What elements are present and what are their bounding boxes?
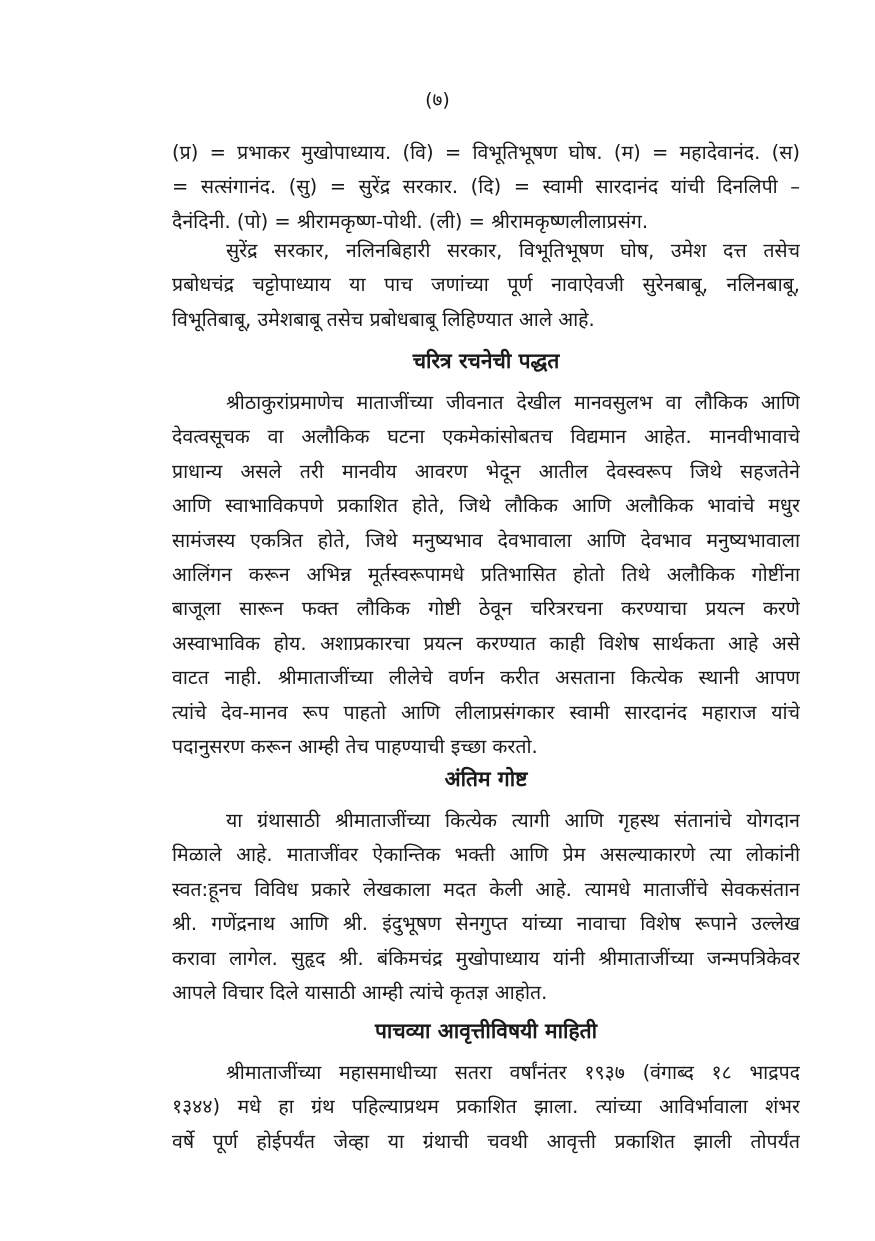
section-paragraph: [172, 804, 800, 1010]
text-line: वाटत नाही. श्रीमाताजींच्या लीलेचे वर्णन करीत असताना कित्येक स्थानी आपण: [172, 666, 800, 690]
text-line: दैनंदिनी. (पो) = श्रीरामकृष्ण-पोथी. (ली) = श्रीरामकृष्णलीलाप्रसंग.: [172, 209, 649, 233]
section-heading: पाचव्या आवृत्तीविषयी माहिती: [374, 1019, 598, 1043]
text-line: प्रबोधचंद्र चट्टोपाध्याय या पाच जणांच्या पूर्ण नावाऐवजी सुरेनबाबू, नलिनबाबू,: [172, 273, 800, 297]
text-line: आलिंगन करून अभिन्न मूर्तस्वरूपामधे प्रतिभासित होतो तिथे अलौकिक गोष्टींना: [172, 562, 800, 586]
text-line: करावा लागेल. सुहृद श्री. बंकिमचंद्र मुखोपाध्याय यांनी श्रीमाताजींच्या जन्मपत्रिकेवर: [172, 946, 800, 970]
text-line: प्राधान्य असले तरी मानवीय आवरण भेदून आतील देवस्वरूप जिथे सहजतेने: [172, 459, 800, 483]
text-line: (प्र) = प्रभाकर मुखोपाध्याय. (वि) = विभूतिभूषण घोष. (म) = महादेवानंद. (स): [172, 141, 800, 164]
abbreviations-paragraph: [172, 136, 800, 239]
text-line: आणि स्वाभाविकपणे प्रकाशित होते, जिथे लौकिक आणि अलौकिक भावांचे मधुर: [172, 494, 800, 518]
text-line: वर्षे पूर्ण होईपर्यंत जेव्हा या ग्रंथाची चवथी आवृत्ती प्रकाशित झाली तोपर्यंत: [172, 1129, 800, 1153]
text-line: = सत्संगानंद. (सु) = सुरेंद्र सरकार. (दि) = स्वामी सारदानंद यांची दिनलिपी –: [172, 175, 800, 199]
text-line: देवत्वसूचक वा अलौकिक घटना एकमेकांसोबतच विद्यमान आहेत. मानवीभावाचे: [172, 425, 800, 449]
text-line: श्रीठाकुरांप्रमाणेच माताजींच्या जीवनात देखील मानवसुलभ वा लौकिक आणि: [226, 391, 800, 414]
text-line: त्यांचे देव-मानव रूप पाहतो आणि लीलाप्रसंगकार स्वामी सारदानंद महाराज यांचे: [172, 700, 800, 724]
text-line: अस्वाभाविक होय. अशाप्रकारचा प्रयत्न करण्यात काही विशेष सार्थकता आहे असे: [172, 631, 800, 655]
text-line: १३४४) मधे हा ग्रंथ पहिल्याप्रथम प्रकाशित झाला. त्यांच्या आविर्भावाला शंभर: [172, 1095, 800, 1119]
text-line: या ग्रंथासाठी श्रीमाताजींच्या कित्येक त्यागी आणि गृहस्थ संतानांचे योगदान: [226, 809, 800, 832]
text-line: आपले विचार दिले यासाठी आम्ही त्यांचे कृतज्ञ आहोत.: [172, 980, 548, 1004]
page-number: (७): [425, 89, 450, 111]
text-line: बाजूला सारून फक्त लौकिक गोष्टी ठेवून चरित्ररचना करण्याचा प्रयत्न करणे: [172, 597, 800, 621]
text-line: श्री. गणेंद्रनाथ आणि श्री. इंदुभूषण सेनगुप्त यांच्या नावाचा विशेष रूपाने उल्लेख: [172, 912, 800, 936]
text-line: स्वत:हूनच विविध प्रकारे लेखकाला मदत केली आहे. त्यामधे माताजींचे सेवकसंतान: [172, 877, 800, 901]
section-paragraph: [172, 386, 800, 764]
text-line: मिळाले आहे. माताजींवर ऐकान्तिक भक्ती आणि प्रेम असल्याकारणे त्या लोकांनी: [172, 843, 800, 867]
section-paragraph: [172, 1056, 800, 1159]
text-line: सामंजस्य एकत्रित होते, जिथे मनुष्यभाव देवभावाला आणि देवभाव मनुष्यभावाला: [172, 528, 800, 552]
section-heading: अंतिम गोष्ट: [444, 767, 528, 791]
section-heading: चरित्र रचनेची पद्धत: [412, 349, 560, 373]
text-line: श्रीमाताजींच्या महासमाधीच्या सतरा वर्षांनंतर १९३७ (वंगाब्द १८ भाद्रपद: [226, 1061, 800, 1084]
text-line: सुरेंद्र सरकार, नलिनबिहारी सरकार, विभूतिभूषण घोष, उमेश दत्त तसेच: [226, 239, 800, 262]
text-line: पदानुसरण करून आम्ही तेच पाहण्याची इच्छा करतो.: [172, 734, 538, 758]
names-paragraph: [172, 234, 800, 337]
text-line: विभूतिबाबू, उमेशबाबू तसेच प्रबोधबाबू लिहिण्यात आले आहे.: [172, 307, 595, 331]
